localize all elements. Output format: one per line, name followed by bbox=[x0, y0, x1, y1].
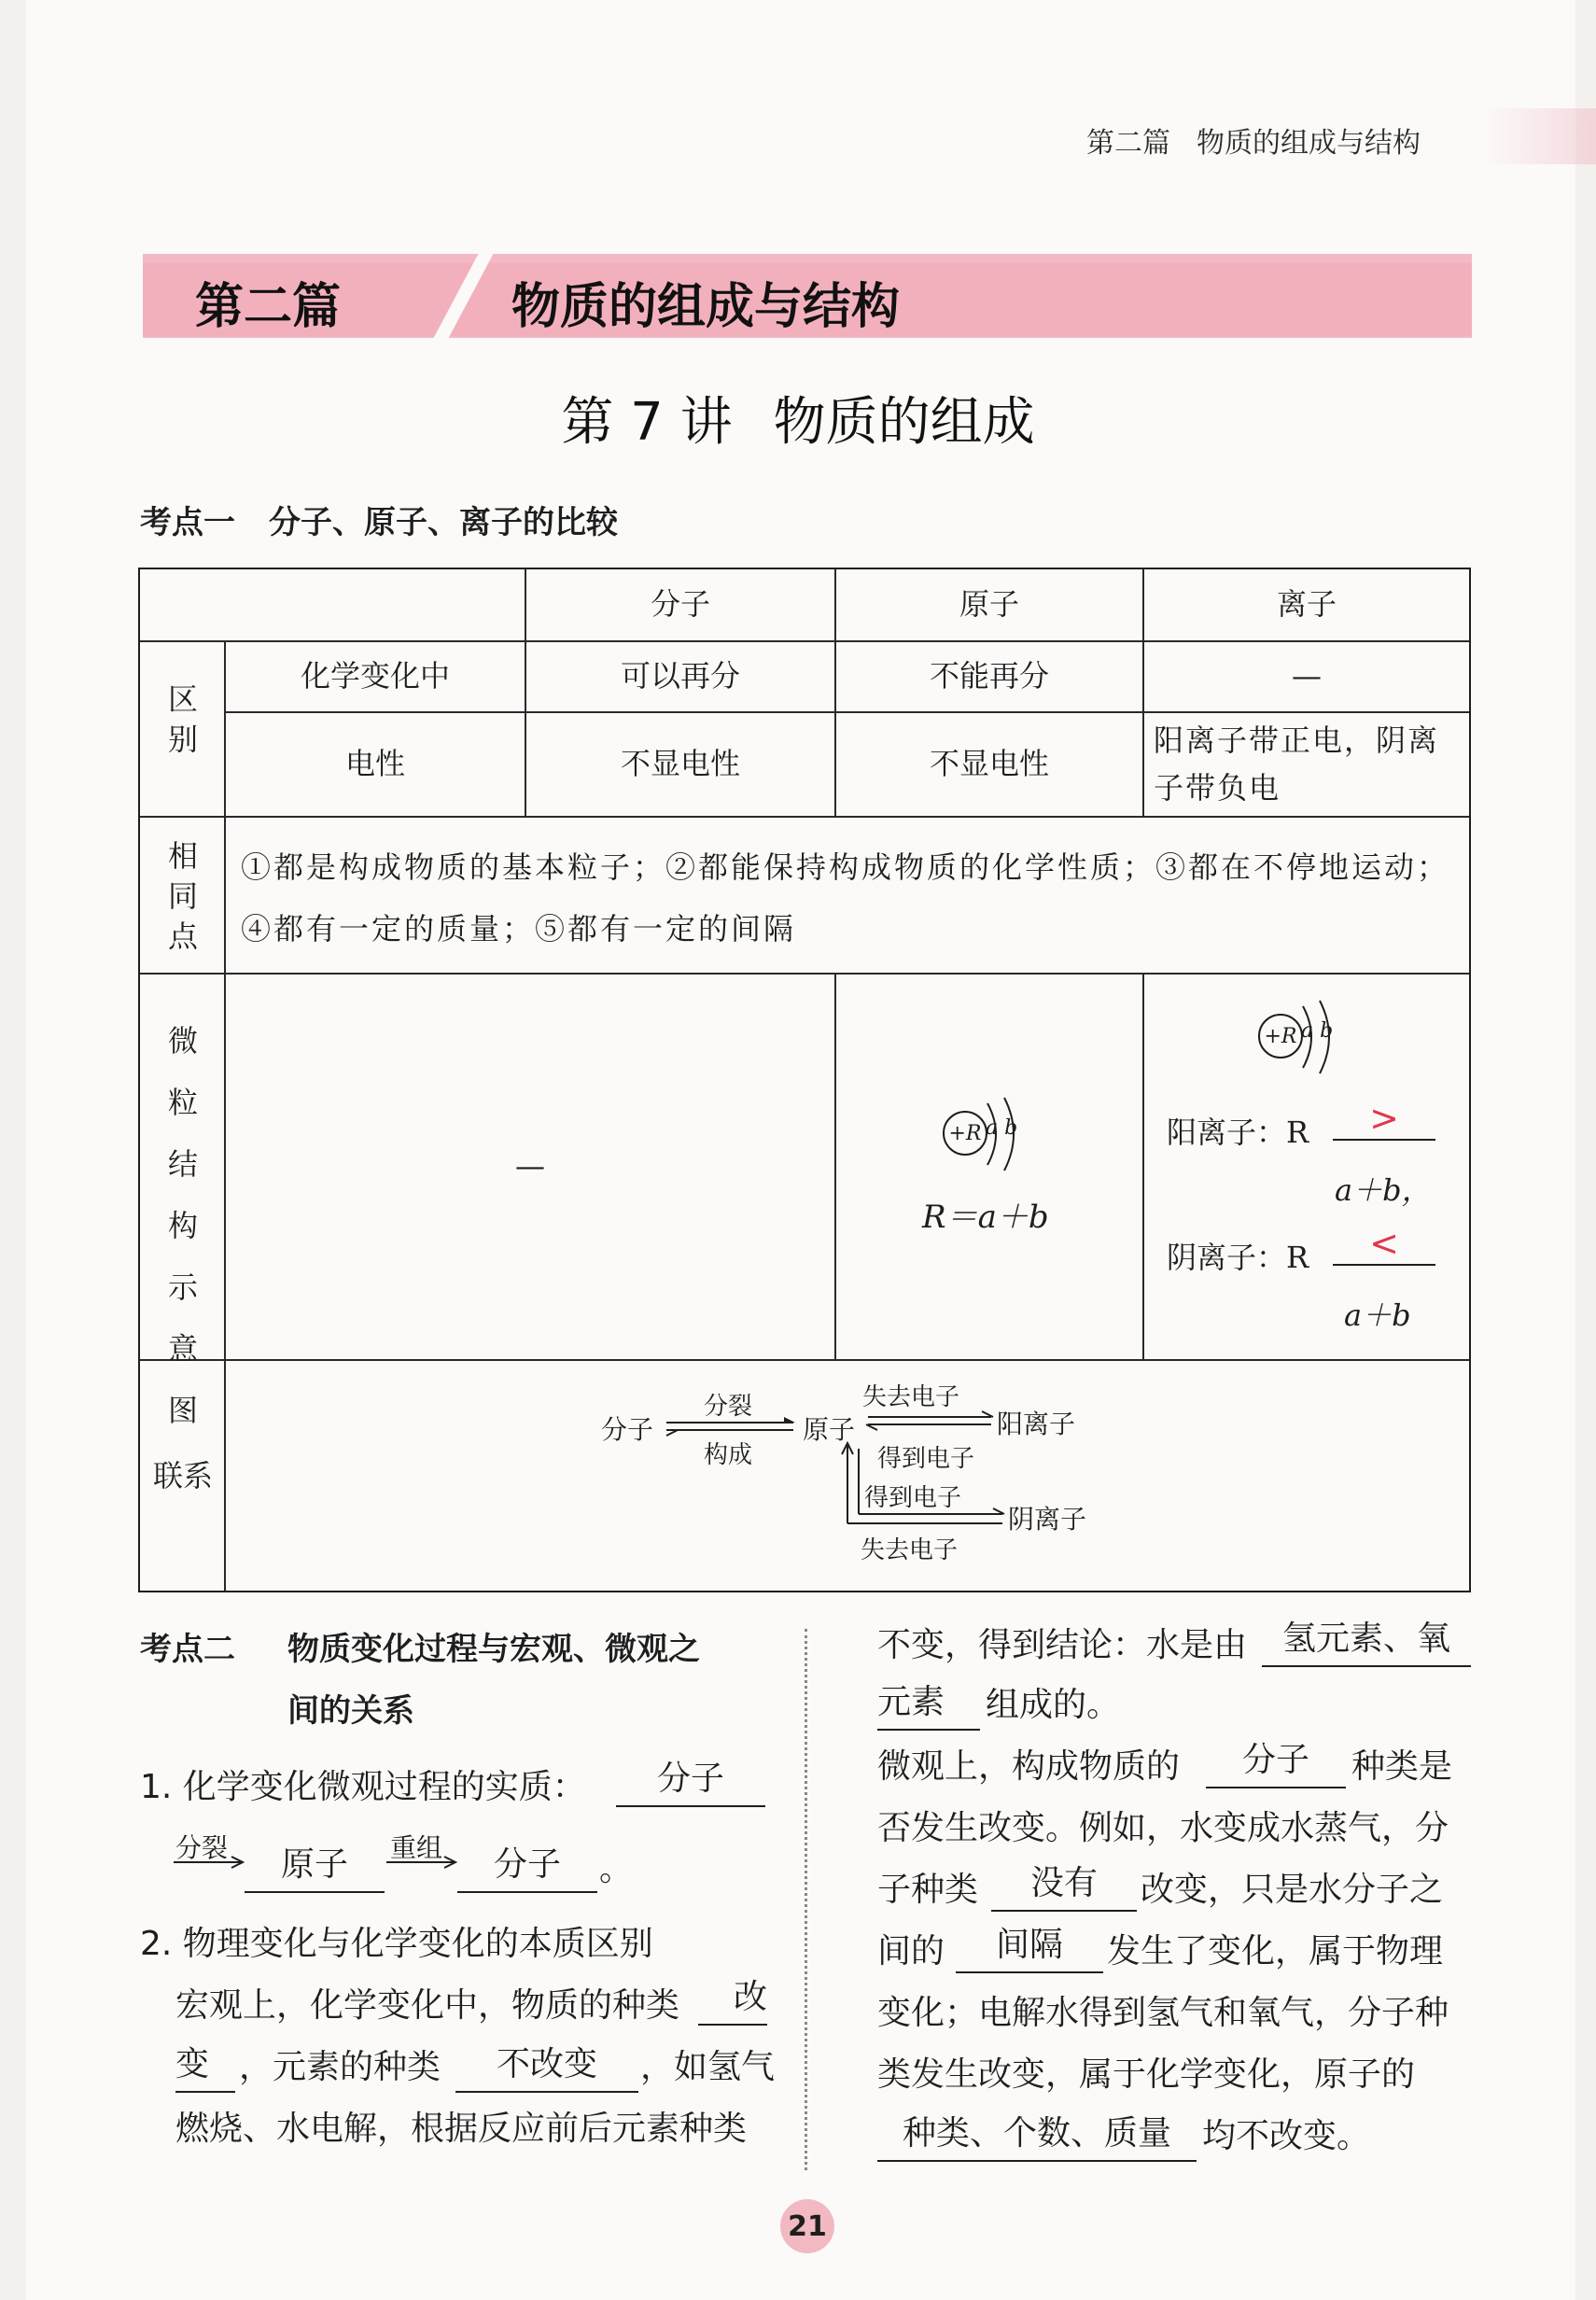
link-arrows bbox=[140, 569, 1469, 1591]
kp2-title-line1: 物质变化过程与宏观、微观之 bbox=[287, 1631, 700, 1668]
q2-line2-tail: ，如氢气 bbox=[640, 2048, 776, 2086]
link-cation: 阳离子 bbox=[997, 1409, 1076, 1439]
q1-split: 分裂 bbox=[175, 1832, 229, 1863]
atom-equation: R＝a＋b bbox=[922, 1199, 1049, 1236]
q1-answer-2: 原子 bbox=[245, 1839, 385, 1893]
row-group-same: 相同点 bbox=[167, 838, 198, 955]
charge-molecule: 不显电性 bbox=[620, 746, 740, 782]
right-line3-tail: 种类是 bbox=[1351, 1747, 1453, 1786]
charge-ion: 阳离子带正电，阴离子带负电 bbox=[1154, 722, 1440, 806]
banner-part: 第二篇 bbox=[195, 279, 342, 335]
q2-line3: 燃烧、水电解，根据反应前后元素种类 bbox=[175, 2110, 748, 2148]
running-header bbox=[1060, 119, 1421, 161]
q1-split-arrow bbox=[174, 1856, 245, 1869]
right-line6-tail: 发生了变化，属于物理 bbox=[1107, 1932, 1444, 1970]
right-line8: 类发生改变，属于化学变化，原子的 bbox=[877, 2055, 1416, 2094]
header-ion: 离子 bbox=[1276, 586, 1337, 623]
row-group-diff: 区别 bbox=[167, 681, 198, 758]
struct-molecule: — bbox=[515, 1148, 545, 1185]
chem-change-ion: — bbox=[1292, 658, 1322, 694]
kp2-title-line2: 间的关系 bbox=[287, 1692, 414, 1730]
banner-title: 物质的组成与结构 bbox=[511, 279, 901, 335]
right-answer-1a: 氢元素、氧 bbox=[1262, 1613, 1471, 1667]
link-gain-1: 得到电子 bbox=[877, 1445, 975, 1473]
link-gain-2: 得到电子 bbox=[864, 1484, 962, 1512]
right-line9: 均不改变。 bbox=[1202, 2117, 1371, 2155]
ion-electrons: a b bbox=[1301, 1019, 1334, 1043]
q1-answer-3: 分子 bbox=[457, 1839, 597, 1893]
header-molecule: 分子 bbox=[650, 586, 710, 623]
q1-end: 。 bbox=[599, 1850, 634, 1888]
lecture-number: 第 7 讲 bbox=[561, 392, 733, 453]
right-line2: 组成的。 bbox=[986, 1686, 1121, 1724]
q1-regroup-arrow bbox=[386, 1856, 457, 1869]
header-decoration bbox=[1484, 108, 1596, 164]
kp1-heading bbox=[140, 497, 651, 542]
q2-answer-1a: 改 bbox=[698, 1971, 767, 2026]
lecture-name: 物质的组成 bbox=[773, 392, 1035, 453]
right-answer-2: 分子 bbox=[1206, 1734, 1346, 1788]
cation-answer: > bbox=[1333, 1098, 1435, 1141]
kp1-title: 分子、原子、离子的比较 bbox=[269, 504, 618, 541]
q2-line1: 宏观上，化学变化中，物质的种类 bbox=[175, 1986, 680, 2025]
running-header-part: 第二篇 bbox=[1086, 127, 1170, 160]
chem-change-label: 化学变化中 bbox=[300, 658, 450, 694]
link-compose: 构成 bbox=[704, 1441, 753, 1469]
kp1-label: 考点一 bbox=[140, 504, 235, 541]
header-atom: 原子 bbox=[959, 586, 1019, 623]
atom-electrons: a b bbox=[986, 1116, 1018, 1140]
row-group-struct: 微粒结构示意图 bbox=[167, 1023, 198, 1428]
q1-answer-1: 分子 bbox=[616, 1753, 765, 1807]
q1-text: 1. 化学变化微观过程的实质： bbox=[140, 1768, 586, 1806]
anion-answer: < bbox=[1333, 1223, 1435, 1266]
right-answer-4: 间隔 bbox=[956, 1919, 1103, 1973]
right-line5: 子种类 bbox=[877, 1871, 979, 1909]
q1-regroup: 重组 bbox=[390, 1832, 443, 1863]
cation-label: 阳离子：R bbox=[1167, 1115, 1309, 1150]
lecture-title bbox=[0, 381, 1596, 456]
right-line3: 微观上，构成物质的 bbox=[877, 1747, 1181, 1786]
link-atom: 原子 bbox=[803, 1414, 856, 1445]
link-lose-2: 失去电子 bbox=[861, 1536, 959, 1564]
page-number: 21 bbox=[780, 2199, 834, 2253]
column-divider bbox=[805, 1629, 807, 2170]
ion-nucleus: +R bbox=[1258, 1014, 1303, 1059]
anion-tail: a＋b bbox=[1344, 1297, 1411, 1333]
link-lose-1: 失去电子 bbox=[862, 1383, 960, 1411]
anion-label: 阴离子：R bbox=[1167, 1240, 1309, 1275]
charge-atom: 不显电性 bbox=[929, 746, 1049, 782]
chem-change-molecule: 可以再分 bbox=[620, 658, 740, 694]
charge-label: 电性 bbox=[344, 746, 405, 782]
right-line1: 不变，得到结论：水是由 bbox=[877, 1626, 1248, 1664]
q2-text: 2. 物理变化与化学变化的本质区别 bbox=[140, 1925, 653, 1963]
right-answer-3: 没有 bbox=[991, 1858, 1137, 1912]
link-anion: 阴离子 bbox=[1008, 1504, 1087, 1535]
running-header-title: 物质的组成与结构 bbox=[1197, 127, 1421, 160]
same-text: ①都是构成物质的基本粒子；②都能保持构成物质的化学性质；③都在不停地运动；④都有一定的质量；⑤都有一定的间隔 bbox=[241, 849, 1450, 947]
right-line6: 间的 bbox=[877, 1932, 945, 1970]
q2-line2: ，元素的种类 bbox=[239, 2048, 441, 2086]
atom-nucleus: +R bbox=[943, 1111, 987, 1156]
right-answer-5: 种类、个数、质量 bbox=[877, 2108, 1197, 2162]
comparison-table bbox=[138, 568, 1471, 1592]
link-split: 分裂 bbox=[704, 1393, 753, 1421]
cation-tail: a＋b， bbox=[1335, 1172, 1432, 1208]
kp2-label: 考点二 bbox=[140, 1631, 235, 1668]
right-answer-1b: 元素 bbox=[877, 1676, 980, 1731]
right-line5-tail: 改变，只是水分子之 bbox=[1141, 1871, 1444, 1909]
q2-answer-2: 不改变 bbox=[455, 2039, 638, 2093]
section-banner bbox=[143, 254, 1472, 338]
chem-change-atom: 不能再分 bbox=[929, 658, 1049, 694]
row-group-link: 联系 bbox=[152, 1458, 213, 1494]
q2-answer-1b: 变 bbox=[175, 2039, 235, 2093]
link-molecule: 分子 bbox=[601, 1414, 654, 1445]
right-line4: 否发生改变。例如，水变成水蒸气，分 bbox=[877, 1809, 1449, 1847]
right-line7: 变化；电解水得到氢气和氧气，分子种 bbox=[877, 1994, 1449, 2032]
